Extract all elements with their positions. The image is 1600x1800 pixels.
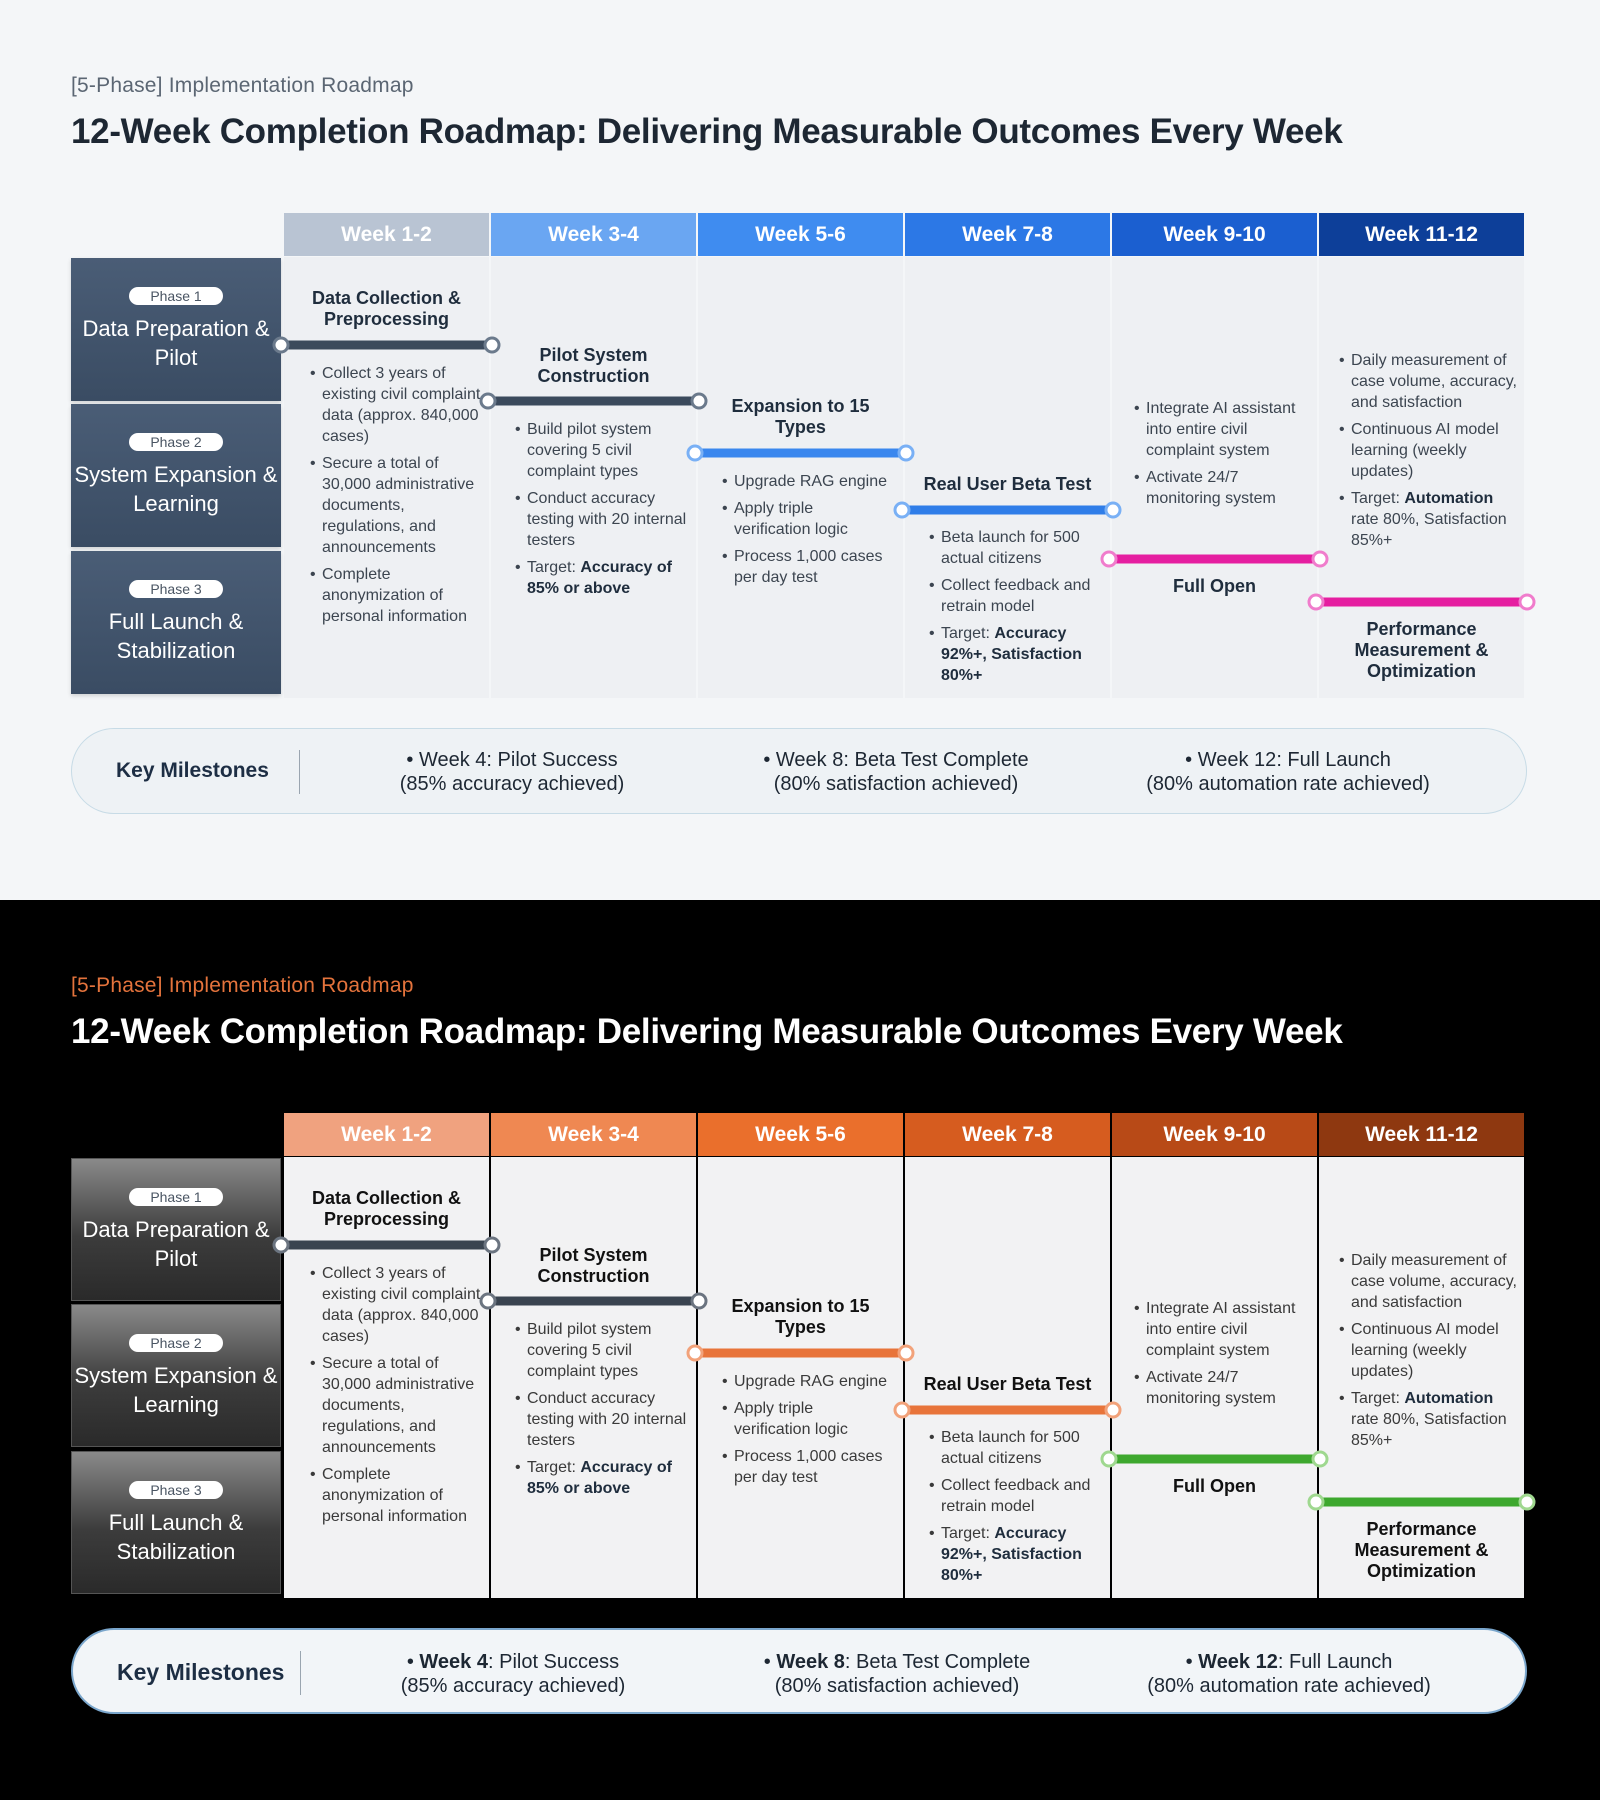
phase-name: System Expansion & Learning (74, 462, 278, 516)
task-node (1520, 1495, 1534, 1509)
milestone-week: Week 12 (1198, 1651, 1278, 1673)
task-title: Real User Beta Test (923, 474, 1092, 494)
task-bullet: • Secure a total of 30,000 administrative documents, regulations, and announcements (310, 1353, 486, 1458)
task-bullet: • Complete anonymization of personal information (310, 1464, 486, 1527)
target-label: Target: (527, 559, 581, 576)
task-title: Expansion to 15 Types (731, 1296, 870, 1337)
milestone-week: Week 8 (775, 749, 844, 771)
milestones-divider (299, 750, 300, 794)
target-value: Automation (1404, 490, 1494, 507)
milestones-bar (71, 1628, 1527, 1714)
milestone-text: : Pilot Success (487, 1651, 620, 1673)
task-bullet: • Beta launch for 500 actual citizens (929, 1427, 1109, 1469)
target-value: Accuracy 92%+, Satisfaction 80%+ (941, 1525, 1082, 1584)
phase-pill: Phase 1 (129, 287, 223, 305)
milestones-divider (300, 1651, 301, 1695)
target-label: Target: (1351, 1390, 1405, 1407)
task-bullet: • Build pilot system covering 5 civil complaint types (515, 1319, 691, 1382)
milestone-week4: • Week 4: Pilot Success (85% accuracy achieved) (400, 1651, 626, 1697)
task-bullet: • Daily measurement of case volume, accuracy, and satisfaction (1339, 1250, 1519, 1313)
task-bullet: • Upgrade RAG engine (722, 471, 894, 492)
task-node (1102, 552, 1116, 566)
milestone-week12: • Week 12: Full Launch (80% automation rate achieved) (1147, 1651, 1431, 1697)
task-node (1309, 1495, 1323, 1509)
milestone-detail: (85% accuracy achieved) (400, 1675, 626, 1697)
milestone-week8: • Week 8: Beta Test Complete (80% satisfaction achieved) (763, 749, 1029, 795)
task-title: Performance Measurement & Optimization (1354, 1519, 1489, 1581)
task-bullet: • Complete anonymization of personal information (310, 564, 486, 627)
task-title: Data Collection & Preprocessing (311, 288, 462, 329)
task-bullet: • Upgrade RAG engine (722, 1371, 894, 1392)
page-title: 12-Week Completion Roadmap: Delivering Measurable Outcomes Every Week (71, 1012, 1343, 1051)
target-label: Target: (941, 625, 995, 642)
milestone-detail: (80% satisfaction achieved) (773, 773, 1019, 795)
target-tail: rate 80%, Satisfaction 85%+ (1351, 1411, 1507, 1449)
phase-name: Full Launch & Stabilization (108, 1510, 244, 1564)
target-label: Target: (941, 1525, 995, 1542)
target-value: Accuracy 92%+, Satisfaction 80%+ (941, 625, 1082, 684)
task-node (895, 1403, 909, 1417)
task-node (899, 1346, 913, 1360)
task-bullet: • Activate 24/7 monitoring system (1134, 1367, 1302, 1409)
target-label: Target: (1351, 490, 1405, 507)
task-bullet: • Integrate AI assistant into entire civil complaint system (1134, 398, 1302, 461)
task-node (485, 1238, 499, 1252)
task-node (485, 338, 499, 352)
week-header: Week 11-12 (1319, 213, 1524, 256)
task-node (1313, 552, 1327, 566)
task-bullet: • Activate 24/7 monitoring system (1134, 467, 1302, 509)
phase-name: Data Preparation & Pilot (82, 316, 270, 370)
task-title: Pilot System Construction (537, 345, 650, 386)
milestone-week4: • Week 4: Pilot Success (85% accuracy achieved) (399, 749, 625, 795)
week-header: Week 1-2 (284, 1113, 489, 1156)
task-node (1313, 1452, 1327, 1466)
week-header: Week 1-2 (284, 213, 489, 256)
week-header: Week 5-6 (698, 213, 903, 256)
week-header: Week 3-4 (491, 1113, 696, 1156)
task-bullet: • Integrate AI assistant into entire civil complaint system (1134, 1298, 1302, 1361)
task-node (274, 1238, 288, 1252)
task-title: Full Open (1173, 1476, 1256, 1496)
task-title: Expansion to 15 Types (731, 396, 870, 437)
phase-pill: Phase 2 (129, 433, 223, 451)
milestone-detail: (80% automation rate achieved) (1147, 1675, 1431, 1697)
target-label: Target: (527, 1459, 581, 1476)
target-value: Accuracy of 85% or above (527, 559, 672, 597)
task-title: Pilot System Construction (537, 1245, 650, 1286)
task-node (692, 394, 706, 408)
task-title: Data Collection & Preprocessing (311, 1188, 462, 1229)
phase-name: System Expansion & Learning (74, 1363, 278, 1417)
task-bullet: • Secure a total of 30,000 administrative documents, regulations, and announcements (310, 453, 486, 558)
task-bullet: • Apply triple verification logic (722, 498, 894, 540)
phase-pill: Phase 2 (129, 1334, 223, 1352)
task-bullet: • Conduct accuracy testing with 20 internal testers (515, 1388, 691, 1451)
task-bullet: • Continuous AI model learning (weekly updates) (1339, 419, 1519, 482)
task-bullet: • Daily measurement of case volume, accuracy, and satisfaction (1339, 350, 1519, 413)
task-bullet: • Beta launch for 500 actual citizens (929, 527, 1109, 569)
milestones-bar (71, 728, 1527, 814)
task-bullet: • Continuous AI model learning (weekly updates) (1339, 1319, 1519, 1382)
week-header: Week 5-6 (698, 1113, 903, 1156)
phase-pill: Phase 1 (129, 1188, 223, 1206)
milestone-detail: (80% satisfaction achieved) (774, 1675, 1020, 1697)
task-node (899, 446, 913, 460)
task-title: Full Open (1173, 576, 1256, 596)
target-value: Automation (1404, 1390, 1494, 1407)
task-bullet: • Build pilot system covering 5 civil complaint types (515, 419, 691, 482)
milestone-text: : Beta Test Complete (843, 749, 1029, 771)
milestone-week12: • Week 12: Full Launch (80% automation rate achieved) (1146, 749, 1430, 795)
page-title: 12-Week Completion Roadmap: Delivering Measurable Outcomes Every Week (71, 112, 1343, 151)
milestones-label: Key Milestones (117, 1659, 285, 1685)
week-header: Week 9-10 (1112, 1113, 1317, 1156)
target-value: Accuracy of 85% or above (527, 1459, 672, 1497)
week-header: Week 9-10 (1112, 213, 1317, 256)
task-bullet: • Process 1,000 cases per day test (722, 1446, 894, 1488)
task-node (481, 394, 495, 408)
task-node (688, 1346, 702, 1360)
task-bullet: • Process 1,000 cases per day test (722, 546, 894, 588)
milestone-week: Week 4 (419, 1651, 488, 1673)
roadmap-slide-dark (0, 900, 1600, 1800)
task-node (688, 446, 702, 460)
task-node (274, 338, 288, 352)
task-bullet: • Apply triple verification logic (722, 1398, 894, 1440)
week-header: Week 3-4 (491, 213, 696, 256)
phase-pill: Phase 3 (129, 580, 223, 598)
task-node (1309, 595, 1323, 609)
task-bullet: • Collect 3 years of existing civil complaint data (approx. 840,000 cases) (310, 1263, 486, 1347)
task-node (1520, 595, 1534, 609)
eyebrow: [5-Phase] Implementation Roadmap (71, 74, 414, 97)
milestone-week: Week 12 (1197, 749, 1277, 771)
task-node (1102, 1452, 1116, 1466)
task-node (1106, 1403, 1120, 1417)
milestone-text: : Full Launch (1277, 1651, 1393, 1673)
week-header: Week 7-8 (905, 1113, 1110, 1156)
task-bullet: • Conduct accuracy testing with 20 internal testers (515, 488, 691, 551)
milestone-detail: (80% automation rate achieved) (1146, 773, 1430, 795)
phase-pill: Phase 3 (129, 1481, 223, 1499)
phase-name: Data Preparation & Pilot (82, 1217, 270, 1271)
milestone-text: : Beta Test Complete (844, 1651, 1031, 1673)
milestones-label: Key Milestones (116, 759, 269, 782)
task-node (895, 503, 909, 517)
milestone-detail: (85% accuracy achieved) (399, 773, 625, 795)
milestone-text: : Full Launch (1276, 749, 1391, 771)
task-bullet: • Collect 3 years of existing civil complaint data (approx. 840,000 cases) (310, 363, 486, 447)
task-title: Real User Beta Test (923, 1374, 1092, 1394)
eyebrow: [5-Phase] Implementation Roadmap (71, 974, 414, 997)
milestone-week: Week 8 (776, 1651, 845, 1673)
task-node (1106, 503, 1120, 517)
week-header: Week 11-12 (1319, 1113, 1524, 1156)
milestone-week: Week 4 (418, 749, 487, 771)
week-header: Week 7-8 (905, 213, 1110, 256)
task-bullet: • Collect feedback and retrain model (929, 575, 1109, 617)
milestone-week8: • Week 8: Beta Test Complete (80% satisfaction achieved) (763, 1651, 1031, 1697)
target-tail: rate 80%, Satisfaction 85%+ (1351, 511, 1507, 549)
task-node (481, 1294, 495, 1308)
phase-name: Full Launch & Stabilization (108, 609, 244, 663)
milestone-text: : Pilot Success (486, 749, 618, 771)
task-title: Performance Measurement & Optimization (1354, 619, 1489, 681)
task-node (692, 1294, 706, 1308)
task-bullet: • Collect feedback and retrain model (929, 1475, 1109, 1517)
